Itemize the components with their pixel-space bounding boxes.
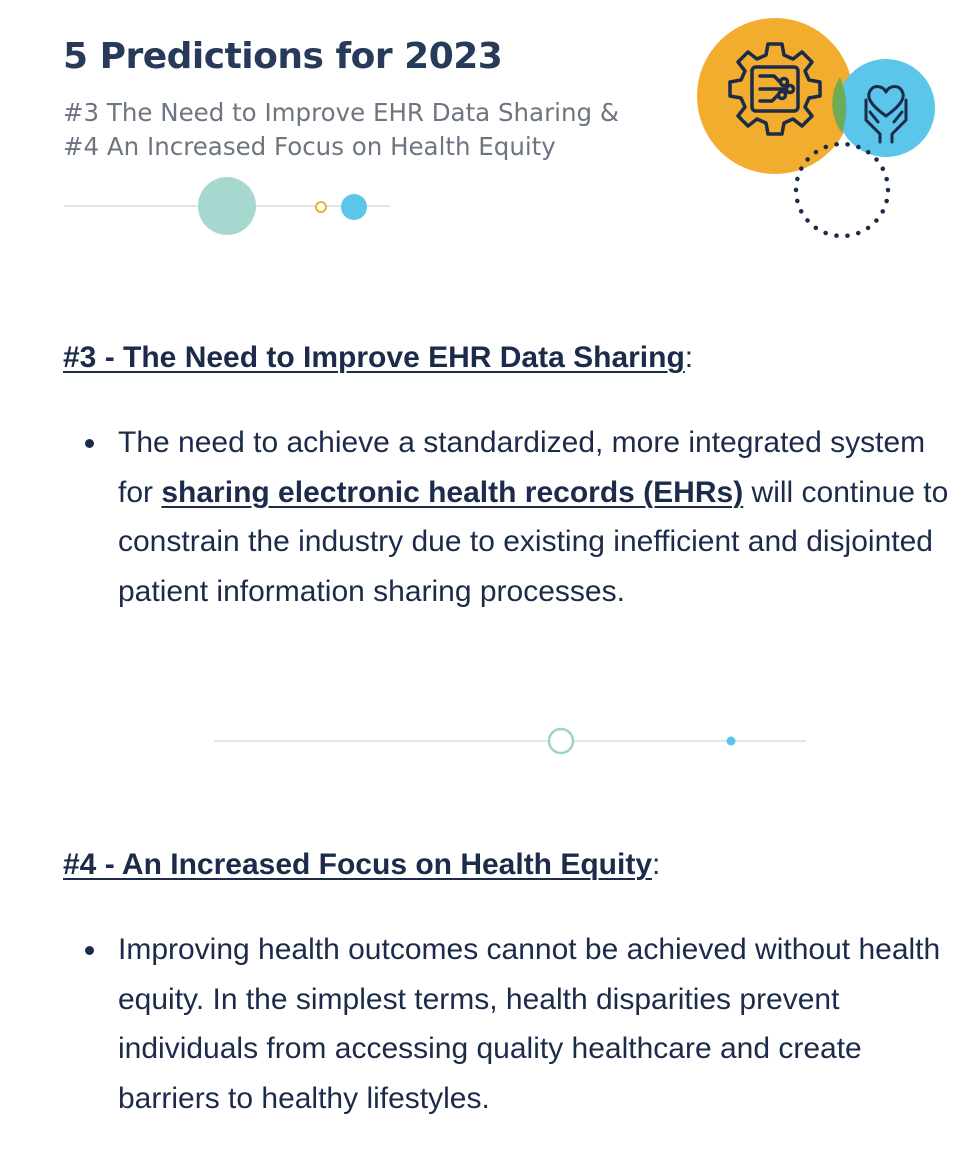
health-tech-graphic: [690, 12, 950, 252]
section-divider: [212, 724, 808, 760]
section-4-bullet-list: [85, 925, 968, 1123]
banner-subtitle-line-2: #4 An Increased Focus on Health Equity: [63, 132, 556, 161]
section-4-heading-link[interactable]: #4 - An Increased Focus on Health Equity: [63, 848, 653, 881]
banner-subtitle-line-1: #3 The Need to Improve EHR Data Sharing &: [63, 98, 619, 127]
section-3-bullet-item: [85, 418, 968, 616]
section-3-bullet-text-after: will continue to constrain the industry due to existing inefficient and disjointed patient information sharing processes.: [118, 475, 949, 608]
large-teal-dot: [198, 177, 256, 235]
section-3-bullet-text-before: The need to achieve a standardized, more integrated system for: [118, 426, 926, 509]
section-3-heading-suffix: :: [684, 341, 694, 374]
section-4-heading-suffix: :: [652, 848, 661, 881]
section-3-bullet-list: [85, 418, 968, 616]
blue-dot: [341, 194, 367, 220]
divider-dot: [727, 737, 736, 746]
small-orange-ring: [316, 202, 326, 212]
section-3-heading-link[interactable]: #3 - The Need to Improve EHR Data Sharing: [63, 341, 685, 374]
banner-title: 5 Predictions for 2023: [63, 36, 503, 77]
section-4-heading: [63, 848, 660, 882]
section-3-heading: [63, 341, 693, 375]
banner-subtitle: [63, 96, 619, 164]
ehr-sharing-link[interactable]: sharing electronic health records (EHRs): [161, 475, 744, 509]
banner-dots-decoration: [60, 170, 400, 242]
divider-ring: [549, 729, 573, 753]
section-4-bullet-item: Improving health outcomes cannot be achieved without health equity. In the simplest terms, health disparities prevent individuals from accessing quality healthcare and create barriers to healthy lifestyles.: [85, 925, 968, 1123]
